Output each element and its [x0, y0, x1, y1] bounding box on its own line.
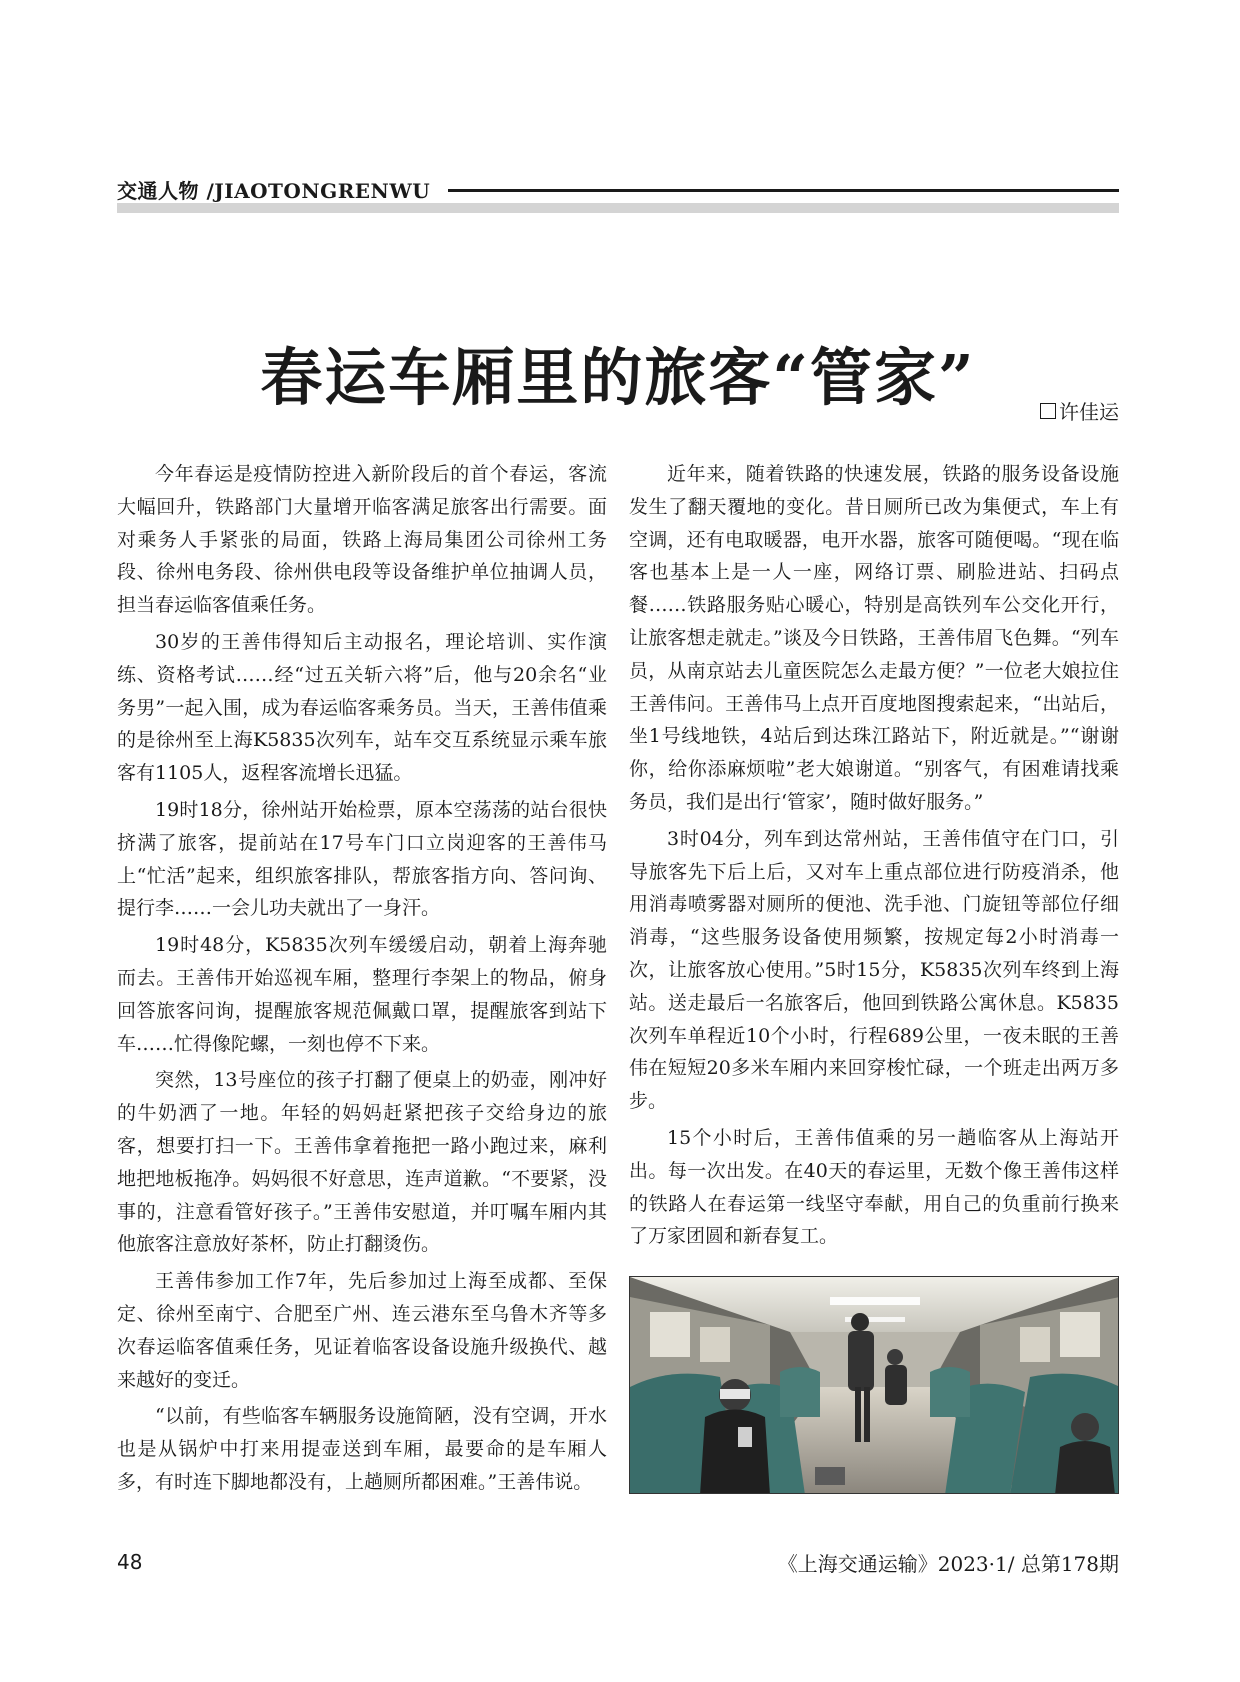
paragraph: “以前，有些临客车辆服务设施简陋，没有空调，开水也是从锅炉中打来用提壶送到车厢，最要命的是车厢人多，有时连下脚地都没有，上趟厕所都困难。”王善伟说。	[117, 1405, 607, 1493]
right-column	[629, 458, 1119, 1257]
left-column	[117, 458, 607, 1503]
paragraph: 今年春运是疫情防控进入新阶段后的首个春运，客流大幅回升，铁路部门大量增开临客满足旅客出行需要。面对乘务人手紧张的局面，铁路上海局集团公司徐州工务段、徐州电务段、徐州供电段等设备维护单位抽调人员，担当春运临客值乘任务。	[117, 463, 607, 617]
paragraph: 王善伟参加工作7年，先后参加过上海至成都、至保定、徐州至南宁、合肥至广州、连云港东至乌鲁木齐等多次春运临客值乘任务，见证着临客设备设施升级换代、越来越好的变迁。	[117, 1270, 607, 1391]
paragraph: 近年来，随着铁路的快速发展，铁路的服务设备设施发生了翻天覆地的变化。昔日厕所已改为集便式，车上有空调，还有电取暖器，电开水器，旅客可随便喝。“现在临客也基本上是一人一座，网络订票、刷脸进站、扫码点餐……铁路服务贴心暖心，特别是高铁列车公交化开行，让旅客想走就走。”谈及今日铁路，王善伟眉飞色舞。“列车员，从南京站去儿童医院怎么走最方便？”一位老大娘拉住王善伟问。王善伟马上点开百度地图搜索起来，“出站后，坐1号线地铁，4站后到达珠江路站下，附近就是。”“谢谢你，给你添麻烦啦”老大娘谢道。“别客气，有困难请找乘务员，我们是出行‘管家’，随时做好服务。”	[629, 463, 1119, 813]
author-name: 许佳运	[1059, 400, 1119, 424]
page-number: 48	[117, 1550, 143, 1574]
header-grey-bar	[117, 203, 1119, 213]
article-title: 春运车厢里的旅客“管家”	[260, 340, 976, 414]
paragraph: 突然，13号座位的孩子打翻了便桌上的奶壶，刚冲好的牛奶洒了一地。年轻的妈妈赶紧把孩子交给身边的旅客，想要打扫一下。王善伟拿着拖把一路小跑过来，麻利地把地板拖净。妈妈很不好意思，连声道歉。“不要紧，没事的，注意看管好孩子。”王善伟安慰道，并叮嘱车厢内其他旅客注意放好茶杯，防止打翻烫伤。	[117, 1069, 607, 1256]
paragraph: 3时04分，列车到达常州站，王善伟值守在门口，引导旅客先下后上后，又对车上重点部位进行防疫消杀，他用消毒喷雾器对厕所的便池、洗手池、门旋钮等部位仔细消毒，“这些服务设备使用频繁，按规定每2小时消毒一次，让旅客放心使用。”5时15分，K5835次列车终到上海站。送走最后一名旅客后，他回到铁路公寓休息。K5835次列车单程近10个小时，行程689公里，一夜未眠的王善伟在短短20多米车厢内来回穿梭忙碌，一个班走出两万多步。	[629, 827, 1119, 1113]
paragraph: 19时18分，徐州站开始检票，原本空荡荡的站台很快挤满了旅客，提前站在17号车门口立岗迎客的王善伟马上“忙活”起来，组织旅客排队，帮旅客指方向、答问询、提行李……一会儿功夫就出了一身汗。	[117, 798, 607, 920]
train-carriage-photo	[629, 1276, 1119, 1494]
byline-box-icon	[1040, 403, 1056, 419]
paragraph: 19时48分，K5835次列车缓缓启动，朝着上海奔驰而去。王善伟开始巡视车厢，整理行李架上的物品，俯身回答旅客问询，提醒旅客规范佩戴口罩，提醒旅客到站下车……忙得像陀螺，一刻也停不下来。	[117, 934, 607, 1055]
byline	[1040, 396, 1119, 425]
section-label: 交通人物 /JIAOTONGRENWU	[117, 178, 431, 203]
train-carriage-illustration	[630, 1277, 1119, 1494]
journal-issue: 《上海交通运输》2023·1/ 总第178期	[777, 1552, 1119, 1576]
section-header	[117, 175, 1119, 203]
section-rule	[448, 189, 1119, 192]
paragraph: 15个小时后，王善伟值乘的另一趟临客从上海站开出。每一次出发。在40天的春运里，无数个像王善伟这样的铁路人在春运第一线坚守奉献，用自己的负重前行换来了万家团圆和新春复工。	[629, 1126, 1119, 1248]
paragraph: 30岁的王善伟得知后主动报名，理论培训、实作演练、资格考试……经“过五关斩六将”后，他与20余名“业务男”一起入围，成为春运临客乘务员。当天，王善伟值乘的是徐州至上海K5835次列车，站车交互系统显示乘车旅客有1105人，返程客流增长迅猛。	[117, 630, 607, 785]
